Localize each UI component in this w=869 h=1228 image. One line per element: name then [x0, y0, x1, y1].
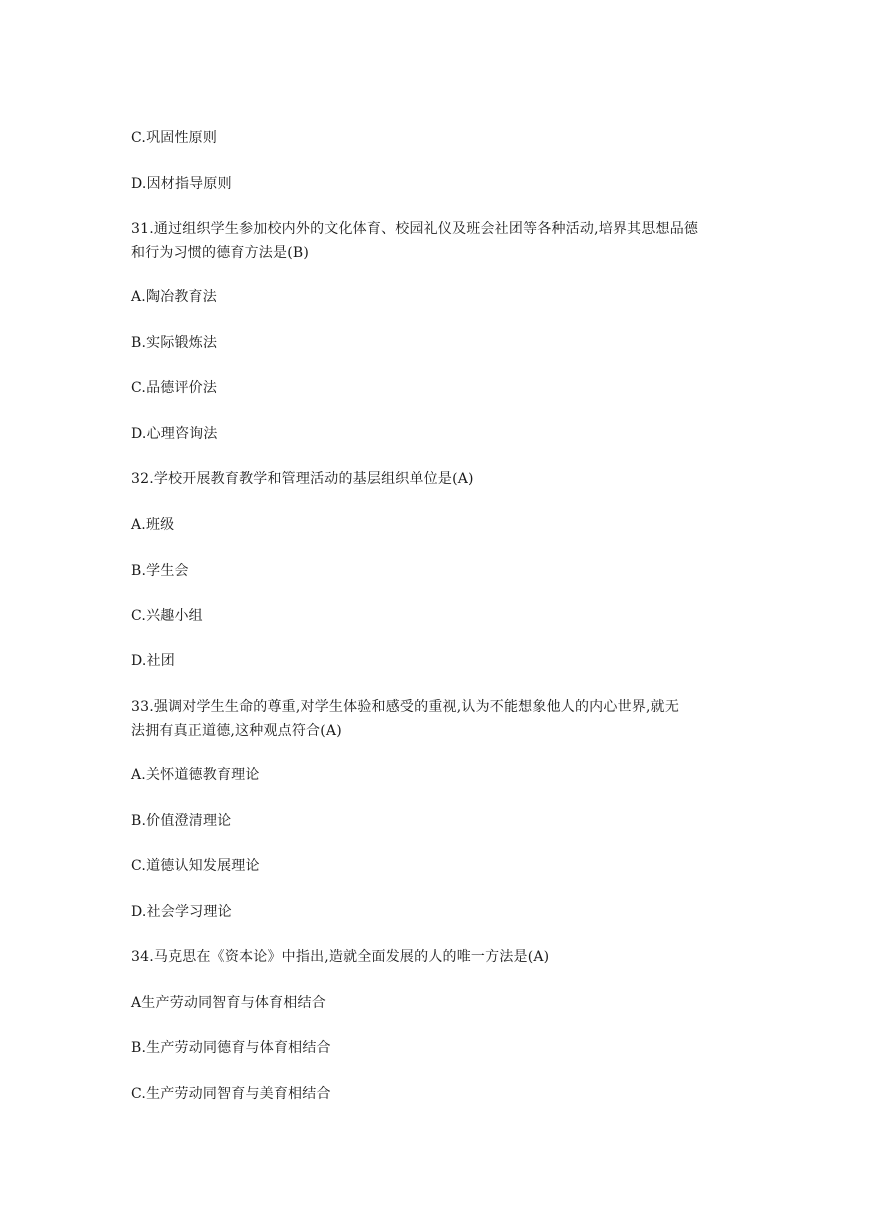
- option-line: C.兴趣小组: [131, 608, 203, 624]
- question-33-line-2: 法拥有真正道德,这种观点符合(A): [131, 723, 342, 739]
- question-31-line-1: 31.通过组织学生参加校内外的文化体育、校园礼仪及班会社团等各种活动,培界其思想品德: [131, 221, 699, 237]
- option-line: A生产劳动同智育与体育相结合: [131, 995, 326, 1011]
- question-31-line-2: 和行为习惯的德育方法是(B): [131, 245, 310, 261]
- option-line: C.道德认知发展理论: [131, 858, 260, 874]
- option-line: B.价值澄清理论: [131, 813, 232, 829]
- option-line: B.生产劳动同德育与体育相结合: [131, 1040, 331, 1056]
- option-line: D.因材指导原则: [131, 176, 232, 192]
- option-line: C.生产劳动同智育与美育相结合: [131, 1086, 331, 1102]
- question-33-line-1: 33.强调对学生生命的尊重,对学生体验和感受的重视,认为不能想象他人的内心世界,就无: [131, 699, 680, 715]
- question-32: 32.学校开展教育教学和管理活动的基层组织单位是(A): [131, 471, 474, 487]
- option-line: A.关怀道德教育理论: [131, 767, 260, 783]
- option-line: D.社团: [131, 653, 175, 669]
- option-line: B.学生会: [131, 563, 189, 579]
- option-line: B.实际锻炼法: [131, 335, 218, 351]
- option-line: D.心理咨询法: [131, 426, 218, 442]
- option-line: A.班级: [131, 517, 175, 533]
- option-line: A.陶冶教育法: [131, 289, 217, 305]
- question-34: 34.马克思在《资本论》中指出,造就全面发展的人的唯一方法是(A): [131, 949, 550, 965]
- option-line: D.社会学习理论: [131, 904, 232, 920]
- option-line: C.品德评价法: [131, 380, 218, 396]
- option-line: C.巩固性原则: [131, 130, 218, 146]
